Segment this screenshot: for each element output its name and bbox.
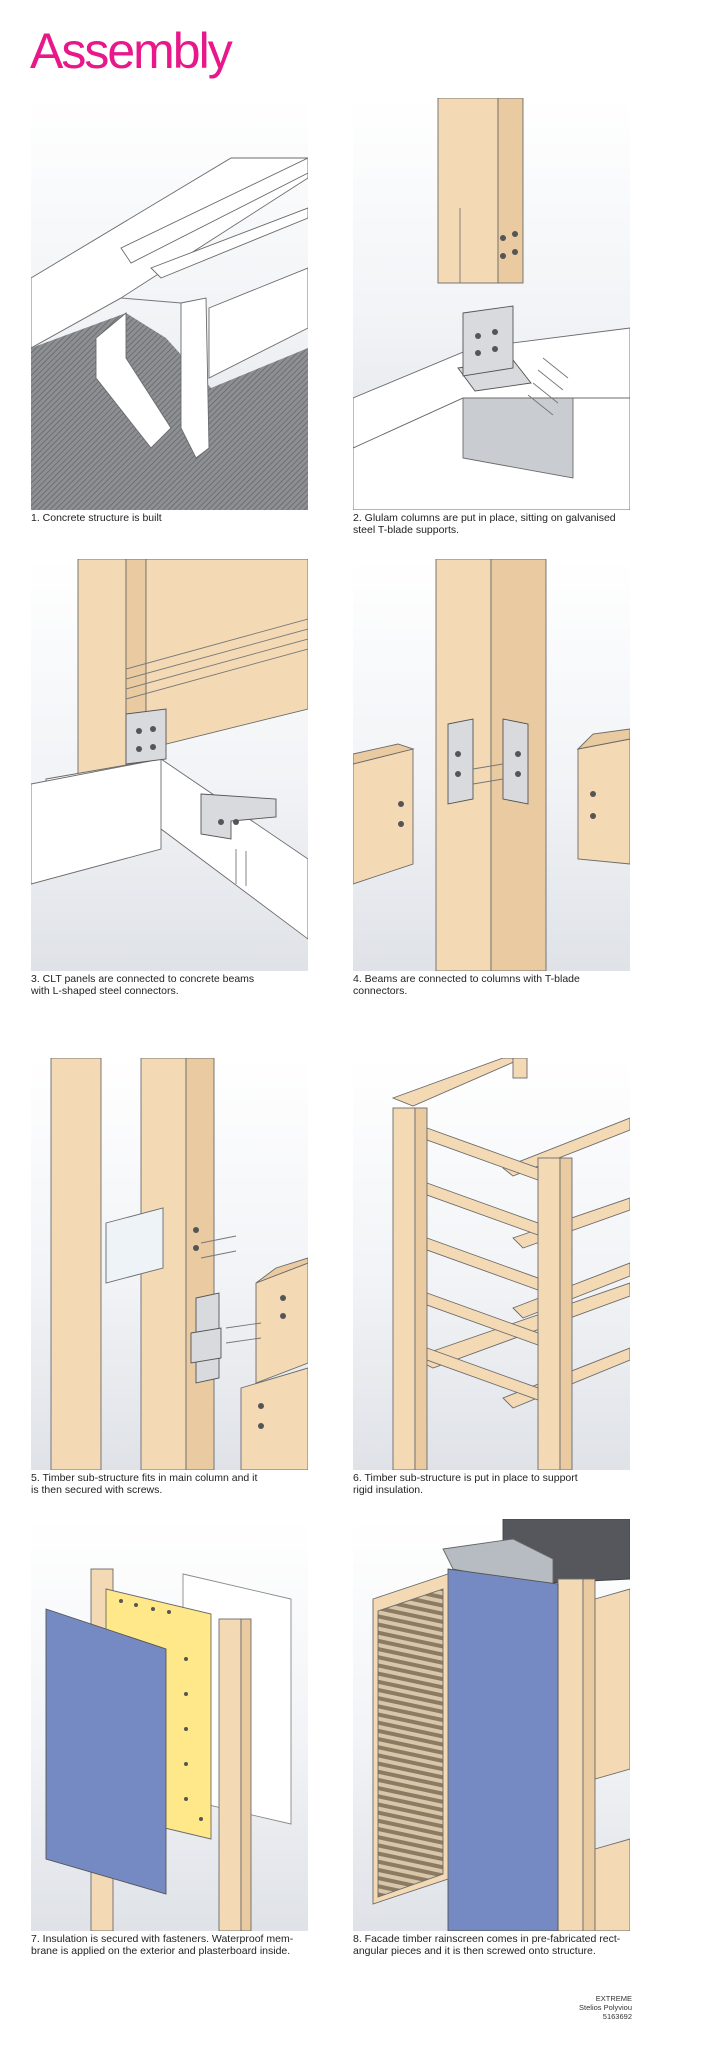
step-7-illustration [31, 1519, 308, 1931]
credits-author: Stelios Polyviou [579, 2003, 632, 2012]
step-8-caption: 8. Facade timber rainscreen comes in pre-fabricated rect- angular pieces and it is then screwed onto structure. [353, 1933, 621, 1957]
page-title: Assembly [30, 23, 231, 79]
credits-id: 5163692 [602, 2012, 632, 2021]
step-4-illustration [353, 559, 630, 971]
step-6-illustration [353, 1058, 630, 1470]
step-3-illustration [31, 559, 308, 971]
step-3-caption: 3. CLT panels are connected to concrete beams with L-shaped steel connectors. [31, 973, 255, 997]
facade-rainscreen-drawing [353, 1519, 630, 1931]
insulation-membrane-drawing [31, 1519, 308, 1931]
timber-substructure-drawing [31, 1058, 308, 1470]
glulam-column-drawing [353, 98, 630, 510]
beam-column-drawing [353, 559, 630, 971]
step-4-caption: 4. Beams are connected to columns with T-blade connectors. [353, 973, 580, 997]
insulation-frame-drawing [353, 1058, 630, 1470]
step-5-illustration [31, 1058, 308, 1470]
concrete-structure-drawing [31, 98, 308, 510]
step-1-caption: 1. Concrete structure is built [31, 512, 162, 524]
step-8-illustration [353, 1519, 630, 1931]
credits [579, 1994, 632, 2021]
clt-panel-drawing [31, 559, 308, 971]
credits-project: EXTREME [595, 1994, 632, 2003]
step-2-illustration [353, 98, 630, 510]
step-2-caption: 2. Glulam columns are put in place, sitting on galvanised steel T-blade supports. [353, 512, 616, 536]
step-5-caption: 5. Timber sub-structure fits in main column and it is then secured with screws. [31, 1472, 258, 1496]
step-7-caption: 7. Insulation is secured with fasteners. Waterproof mem- brane is applied on the exterior and plasterboard inside. [31, 1933, 294, 1957]
step-6-caption: 6. Timber sub-structure is put in place to support rigid insulation. [353, 1472, 578, 1496]
step-1-illustration [31, 98, 308, 510]
